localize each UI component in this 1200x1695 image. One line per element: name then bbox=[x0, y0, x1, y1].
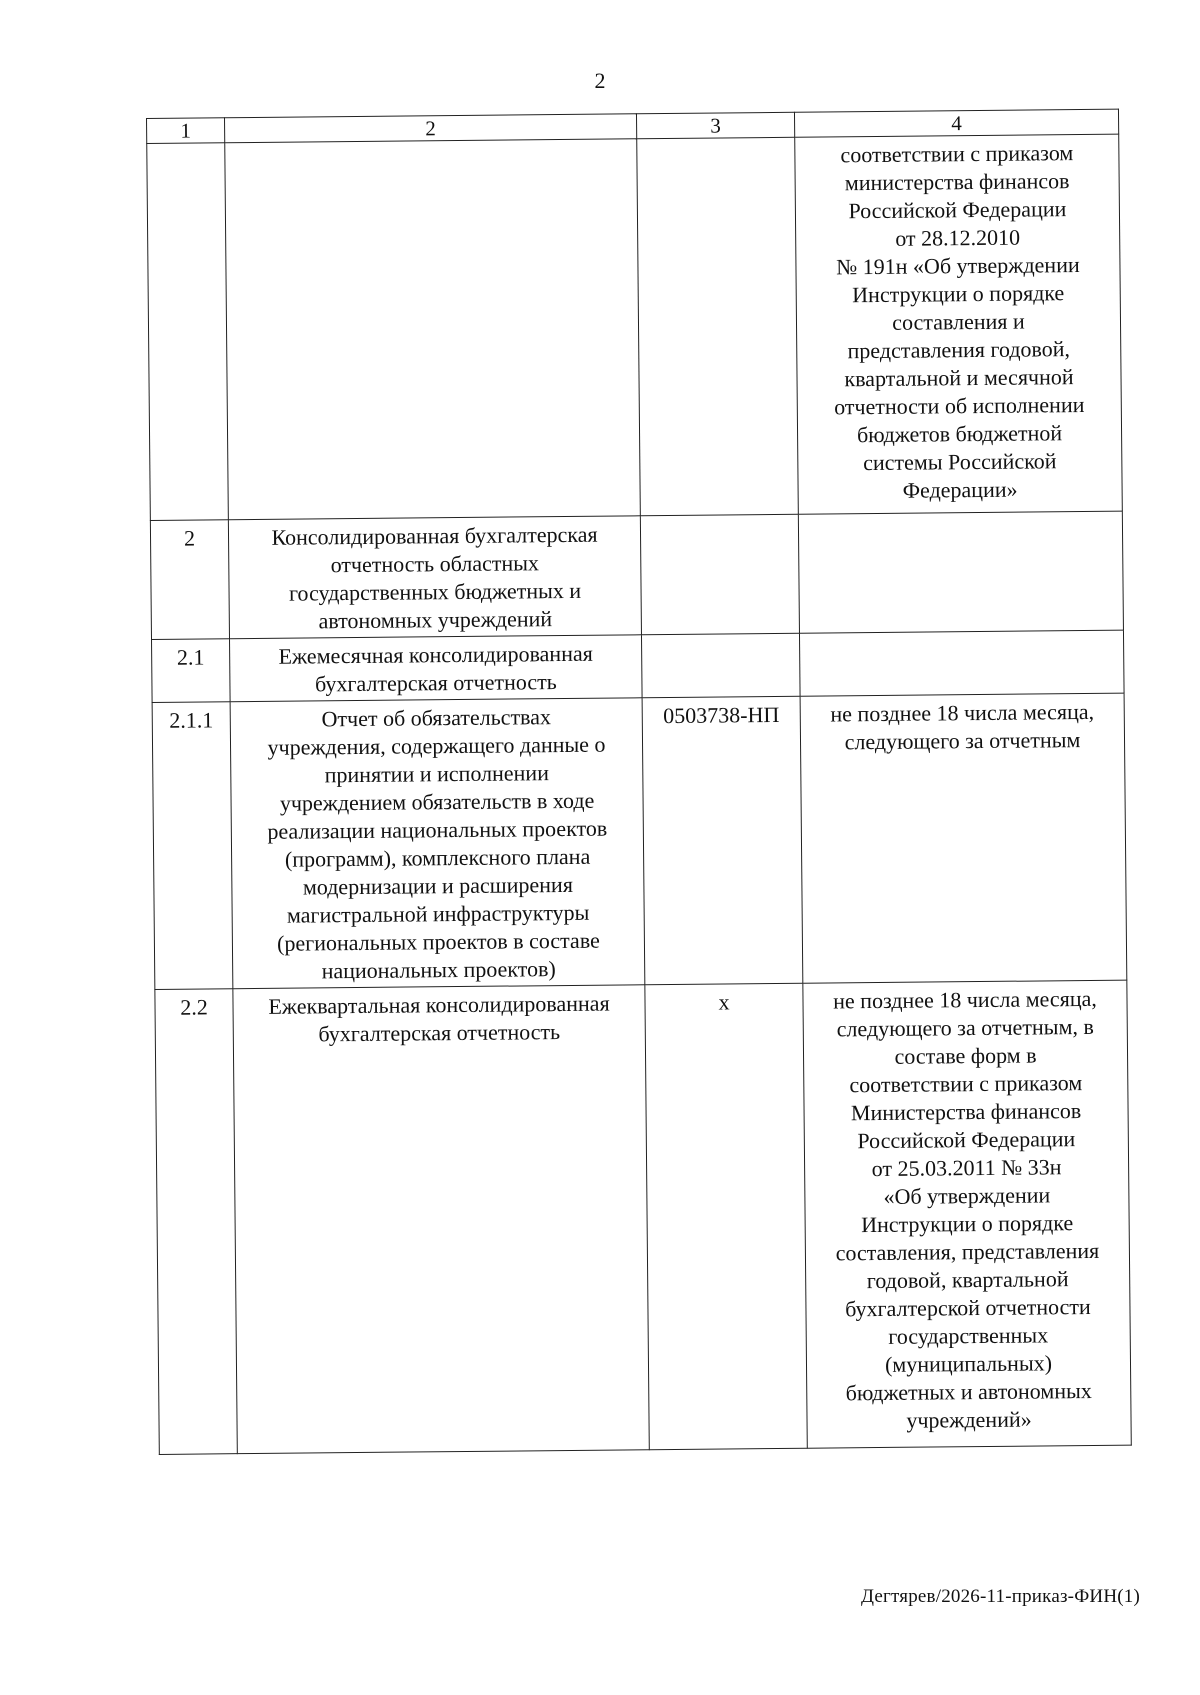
table-row bbox=[152, 630, 1125, 702]
row-number-cell: 2.1.1 bbox=[152, 702, 233, 990]
page-number: 2 bbox=[594, 68, 606, 93]
deadline-cell: соответствии с приказом министерства финансов Российской Федерации от 28.12.2010 № 191н «Об утверждении Инструкции о порядке составления и представления годовой, квартальной и месячной отчетности об исполнении бюджетов бюджетной системы Российской Федерации» bbox=[795, 134, 1123, 514]
column-header-1: 1 bbox=[147, 118, 225, 144]
column-header-2: 2 bbox=[225, 114, 637, 143]
document-reference: Дегтярев/2026-11-приказ-ФИН(1) bbox=[861, 1586, 1140, 1607]
report-name-cell: Консолидированная бухгалтерская отчетность областных государственных бюджетных и автономных учреждений bbox=[228, 516, 641, 639]
column-header-4: 4 bbox=[794, 109, 1118, 137]
report-name-cell bbox=[225, 139, 641, 520]
deadline-cell: не позднее 18 числа месяца, следующего за отчетным bbox=[800, 693, 1127, 983]
row-number-cell: 2 bbox=[150, 520, 229, 640]
form-code-cell: х bbox=[645, 983, 807, 1449]
deadline-cell bbox=[799, 630, 1124, 696]
table-row bbox=[155, 980, 1131, 1454]
form-code-cell bbox=[637, 137, 799, 515]
report-name-cell: Ежемесячная консолидированная бухгалтерская отчетность bbox=[230, 635, 643, 702]
row-number-cell: 2.1 bbox=[152, 639, 231, 703]
table-row bbox=[150, 511, 1123, 639]
form-code-cell bbox=[641, 633, 800, 698]
table-row bbox=[152, 693, 1127, 989]
deadline-cell: не позднее 18 числа месяца, следующего за отчетным, в составе форм в соответствии с приказом Министерства финансов Российской Федерации от 25.03.2011 № 33н «Об утверждении Инструкции о порядке составления, представления годовой, квартальной бухгалтерской отчетности государственных (муниципальных) бюджетных и автономных учреждений» bbox=[803, 980, 1131, 1448]
row-number-cell bbox=[147, 143, 229, 521]
column-header-3: 3 bbox=[636, 112, 794, 139]
deadline-cell bbox=[798, 511, 1123, 633]
report-name-cell: Ежеквартальная консолидированная бухгалтерская отчетность bbox=[233, 985, 649, 1454]
form-code-cell: 0503738-НП bbox=[642, 696, 803, 985]
form-code-cell bbox=[640, 514, 799, 635]
table-row bbox=[147, 134, 1123, 520]
reporting-table bbox=[146, 109, 1132, 1455]
row-number-cell: 2.2 bbox=[155, 989, 237, 1455]
report-name-cell: Отчет об обязательствах учреждения, содержащего данные о принятии и исполнении учреждением обязательств в ходе реализации национальных проектов (программ), комплексного плана модернизации и расширения магистральной инфраструктуры (региональных проектов в составе национальных проектов) bbox=[230, 698, 645, 989]
